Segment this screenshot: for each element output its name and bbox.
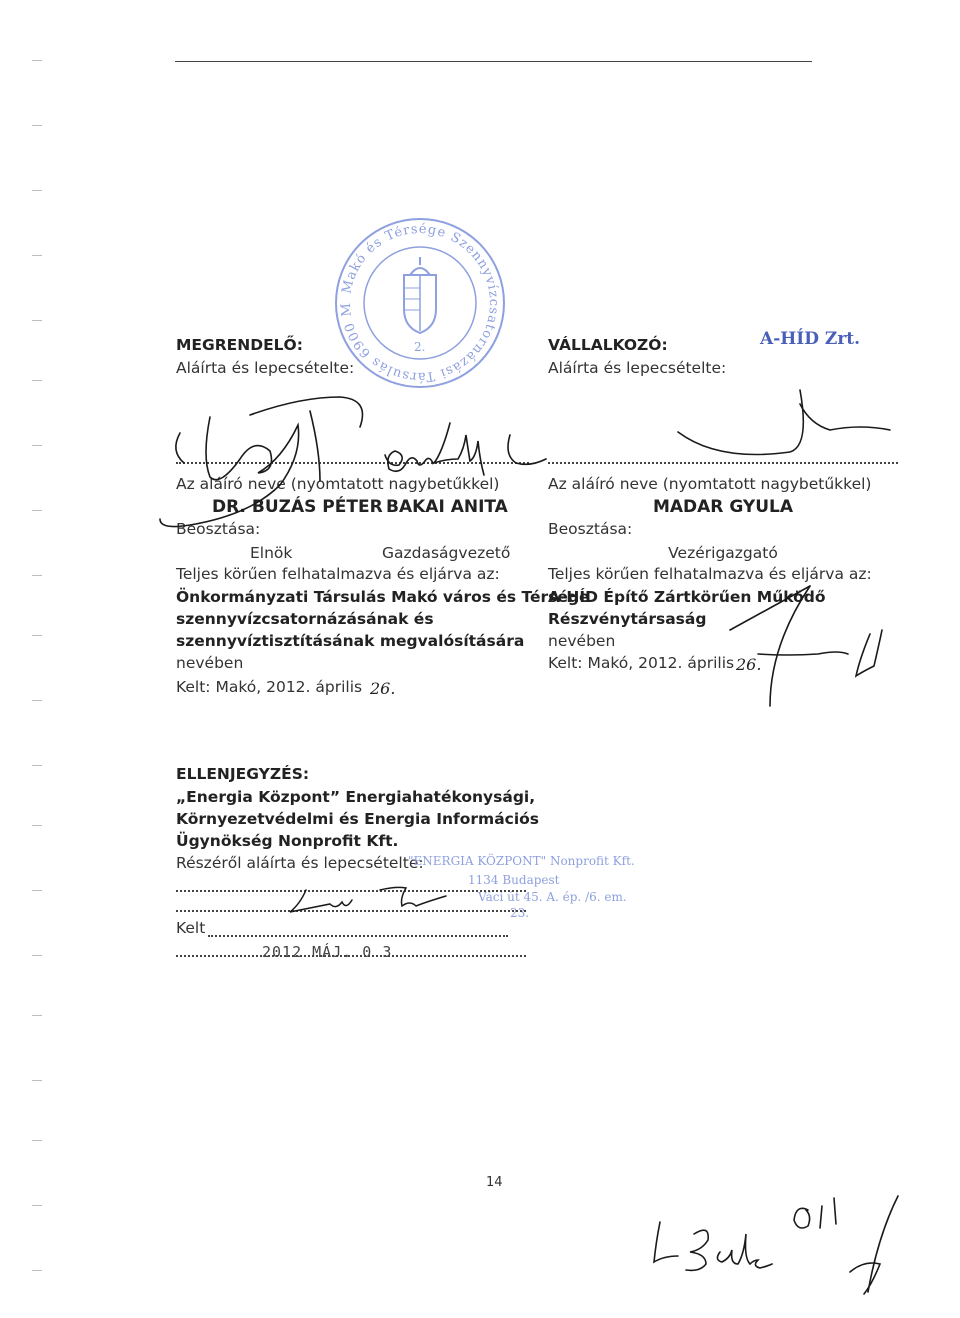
left-heading: MEGRENDELŐ: (176, 336, 303, 354)
date-stamp: 2012 MÁJ. 0 3 (262, 943, 393, 961)
right-handwritten-day: 26. (736, 655, 762, 674)
round-stamp (325, 202, 510, 393)
right-signatures (660, 380, 900, 720)
countersign-stamp-line-2: 1134 Budapest (468, 873, 560, 887)
left-position-1: Elnök (250, 544, 293, 562)
right-position-label: Beosztása: (548, 520, 633, 538)
left-position-2: Gazdaságvezető (382, 544, 511, 562)
svg-text:Makó és Térsége Szennyvízcsato: Makó és Térsége Szennyvízcsatornázási Társulás 6900 Makó, Széchenyi tér 22. (325, 202, 502, 385)
countersign-signed-label: Részéről aláírta és lepecsételte: (176, 854, 424, 872)
left-dated: Kelt: Makó, 2012. április (176, 678, 363, 696)
right-dated: Kelt: Makó, 2012. április (548, 654, 735, 672)
right-signer-name: MADAR GYULA (652, 497, 794, 517)
right-on-behalf: nevében (548, 632, 616, 650)
right-signed-label: Aláírta és lepecsételte: (548, 359, 727, 377)
left-signed-label: Aláírta és lepecsételte: (176, 359, 355, 377)
countersign-stamp-line-1: "ENERGIA KÖZPONT" Nonprofit Kft. (408, 854, 635, 868)
top-rule (175, 61, 812, 62)
countersign-signature (280, 880, 460, 930)
countersign-kelt: Kelt (176, 919, 206, 937)
right-organization-2: Részvénytársaság (548, 610, 707, 628)
countersign-heading: ELLENJEGYZÉS: (176, 765, 310, 783)
left-organization-2: szennyvízcsatornázásának és (176, 610, 434, 628)
right-organization-1: A-HÍD Építő Zártkörűen Működő (548, 588, 826, 606)
right-heading: VÁLLALKOZÓ: (548, 336, 668, 354)
left-organization-1: Önkormányzati Társulás Makó város és Térsége (176, 588, 590, 606)
countersign-org-2: Környezetvédelmi és Energia Információs (176, 810, 540, 828)
page-initials (640, 1192, 900, 1302)
countersign-kelt-line (208, 935, 508, 937)
left-signatures (150, 385, 550, 525)
countersign-org-3: Ügynökség Nonprofit Kft. (176, 832, 399, 850)
right-position: Vezérigazgató (668, 544, 778, 562)
page-number: 14 (486, 1175, 503, 1190)
left-organization-3: szennyvíztisztításának megvalósítására (176, 632, 525, 650)
left-authorized-text: Teljes körűen felhatalmazva és eljárva az: (176, 565, 500, 583)
left-signer-name-2: BAKAI ANITA (386, 497, 508, 517)
countersign-stamp-line-3: Váci út 45. A. ép. /6. em. (478, 890, 627, 904)
round-stamp-number: 2. (414, 340, 426, 354)
left-signer-name-label: Az aláíró neve (nyomtatott nagybetűkkel) (176, 475, 500, 493)
right-authorized-text: Teljes körűen felhatalmazva és eljárva az: (548, 565, 872, 583)
countersign-org-1: „Energia Központ” Energiahatékonysági, (176, 788, 536, 806)
left-on-behalf: nevében (176, 654, 244, 672)
left-handwritten-day: 26. (370, 679, 396, 698)
right-signer-name-label: Az aláíró neve (nyomtatott nagybetűkkel) (548, 475, 872, 493)
company-stamp: A-HÍD Zrt. (760, 329, 861, 349)
left-signer-name-1: DR. BUZÁS PÉTER (212, 497, 383, 517)
left-position-label: Beosztása: (176, 520, 261, 538)
countersign-stamp-line-4: 23. (510, 906, 530, 920)
